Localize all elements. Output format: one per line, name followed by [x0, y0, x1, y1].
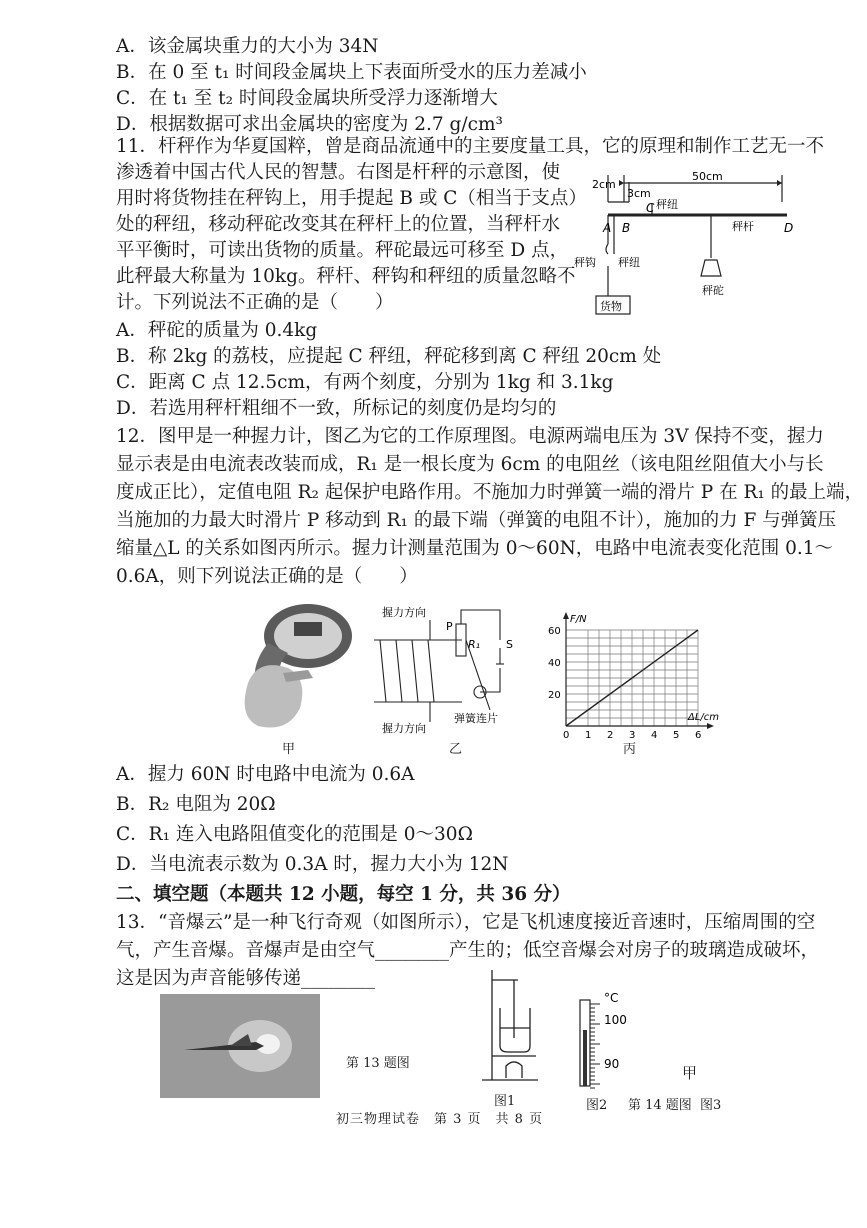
q12-stem-line: 0.6A，则下列说法正确的是（ ） [116, 566, 418, 587]
label-spring-plate: 弹簧连片 [454, 712, 498, 725]
grip-dynamometer-photo [228, 598, 358, 736]
q12-option-d: D．当电流表示数为 0.3A 时，握力大小为 12N [116, 854, 509, 875]
q12-option-a: A．握力 60N 时电路中电流为 0.6A [116, 764, 415, 785]
label-grip-direction-bottom: 握力方向 [382, 722, 426, 735]
point-b: B [622, 221, 631, 235]
x-axis-label: ΔL/cm [688, 712, 720, 723]
x-tick-label: 3 [629, 730, 636, 738]
x-tick-label: 5 [673, 730, 680, 738]
dim-3cm: 3cm [627, 187, 651, 200]
label-chengtuo: 秤砣 [702, 284, 724, 297]
q12-stem-line: 当施加的力最大时滑片 P 移动到 R₁ 的最下端（弹簧的电阻不计），施加的力 F 与弹簧压 [116, 510, 837, 531]
q12-option-b: B．R₂ 电阻为 20Ω [116, 794, 276, 815]
force-compression-chart [540, 608, 720, 738]
q11-stem-line: 此秤最大称量为 10kg。秤杆、秤钩和秤纽的质量忽略不 [116, 266, 576, 287]
boiling-apparatus [478, 966, 558, 1086]
y-tick-label: 40 [548, 658, 561, 669]
q11-stem-line: 11．杆秤作为华夏国粹，曾是商品流通中的主要度量工具，它的原理和制作工艺无一不 [116, 136, 825, 157]
y-axis-label: F/N [570, 614, 587, 625]
fig-bing-caption: 丙 [623, 742, 637, 757]
fig-jia-caption: 甲 [282, 742, 296, 757]
fig14-caption-1: 图1 [494, 1094, 516, 1109]
sonic-boom-photo [160, 994, 320, 1098]
thermo-100-label: 100 [604, 1013, 627, 1027]
q12-option-c: C．R₁ 连入电路阻值变化的范围是 0～30Ω [116, 824, 473, 845]
x-tick-label: 6 [695, 730, 702, 738]
q11-stem-line: 用时将货物挂在秤钩上，用手提起 B 或 C（相当于支点） [116, 188, 587, 209]
fig14-title: 第 14 题图 [628, 1098, 692, 1113]
x-tick-label: 4 [651, 730, 658, 738]
dim-50cm: 50cm [692, 170, 723, 183]
q11-stem-line: 处的秤纽，移动秤砣改变其在秤杆上的位置，当秤杆水 [116, 214, 561, 235]
fig14-caption-3: 图3 [700, 1098, 722, 1113]
dim-2cm: 2cm [592, 178, 616, 191]
y-tick-label: 60 [548, 626, 561, 637]
label-r1: R₁ [468, 638, 481, 651]
q10-option-c: C．在 t₁ 至 t₂ 时间段金属块所受浮力逐渐增大 [116, 88, 498, 109]
q12-stem-line: 缩量△L 的关系如图丙所示。握力计测量范围为 0～60N，电路中电流表变化范围 0.1～ [116, 538, 834, 559]
point-c: C [646, 201, 655, 215]
q10-option-b: B．在 0 至 t₁ 时间段金属块上下表面所受水的压力差减小 [116, 62, 587, 83]
x-tick-label: 2 [607, 730, 614, 738]
q11-option-b: B．称 2kg 的荔枝，应提起 C 秤纽，秤砣移到离 C 秤纽 20cm 处 [116, 346, 662, 367]
q13-stem-line: 13．“音爆云”是一种飞行奇观（如图所示），它是飞机速度接近音速时，压缩周围的空 [116, 912, 816, 933]
thermo-unit-label: °C [604, 991, 619, 1005]
q11-stem-line: 计。下列说法不正确的是（ ） [116, 292, 394, 313]
steelyard-diagram [572, 170, 800, 318]
label-huowu: 货物 [600, 300, 622, 313]
label-slider-p: P [446, 620, 453, 633]
label-chengniu-bottom: 秤纽 [618, 256, 640, 269]
y-tick-label: 20 [548, 690, 561, 701]
x-tick-label: 1 [585, 730, 592, 738]
point-d: D [784, 221, 794, 235]
q13-stem-line: 这是因为声音能够传递________ [116, 968, 376, 989]
fig-yi-caption: 乙 [449, 742, 463, 757]
fig13-caption: 第 13 题图 [346, 1056, 410, 1071]
circuit-schematic [370, 600, 530, 736]
thermo-90-label: 90 [604, 1057, 620, 1071]
page-footer: 初三物理试卷 第 3 页 共 8 页 [336, 1112, 544, 1127]
q11-stem-line: 渗透着中国古代人民的智慧。右图是杆秤的示意图，使 [116, 162, 561, 183]
fig3-jia-label: 甲 [682, 1064, 698, 1082]
fig14-caption-2: 图2 [586, 1098, 608, 1113]
q11-option-d: D．若选用秤杆粗细不一致，所标记的刻度仍是均匀的 [116, 398, 557, 419]
q11-stem-line: 平平衡时，可读出货物的质量。秤砣最远可移至 D 点， [116, 240, 569, 261]
label-chenggan: 秤杆 [732, 220, 754, 233]
q12-stem-line: 显示表是由电流表改装而成，R₁ 是一根长度为 6cm 的电阻丝（该电阻丝阻值大小与长 [116, 454, 824, 475]
section-2-heading: 二、填空题（本题共 12 小题，每空 1 分，共 36 分） [116, 884, 571, 905]
q12-stem-line: 度成正比），定值电阻 R₂ 起保护电路作用。不施加力时弹簧一端的滑片 P 在 R₁ 的最上端， [116, 482, 864, 503]
label-switch-s: S [506, 638, 513, 651]
q11-option-a: A．秤砣的质量为 0.4kg [116, 320, 318, 341]
q12-stem-line: 12．图甲是一种握力计，图乙为它的工作原理图。电源两端电压为 3V 保持不变，握力 [116, 426, 824, 447]
point-a: A [603, 221, 612, 235]
thermometer [574, 990, 634, 1090]
q11-option-c: C．距离 C 点 12.5cm，有两个刻度，分别为 1kg 和 3.1kg [116, 372, 614, 393]
label-grip-direction-top: 握力方向 [382, 606, 426, 619]
q10-option-d: D．根据数据可求出金属块的密度为 2.7 g/cm³ [116, 114, 503, 135]
q13-stem-line: 气，产生音爆。音爆声是由空气________产生的；低空音爆会对房子的玻璃造成破坏， [116, 940, 820, 961]
x-tick-label: 0 [563, 730, 570, 738]
label-chenggou: 秤钩 [574, 256, 596, 269]
label-chengniu-top: 秤纽 [656, 198, 678, 211]
q10-option-a: A．该金属块重力的大小为 34N [116, 36, 379, 57]
